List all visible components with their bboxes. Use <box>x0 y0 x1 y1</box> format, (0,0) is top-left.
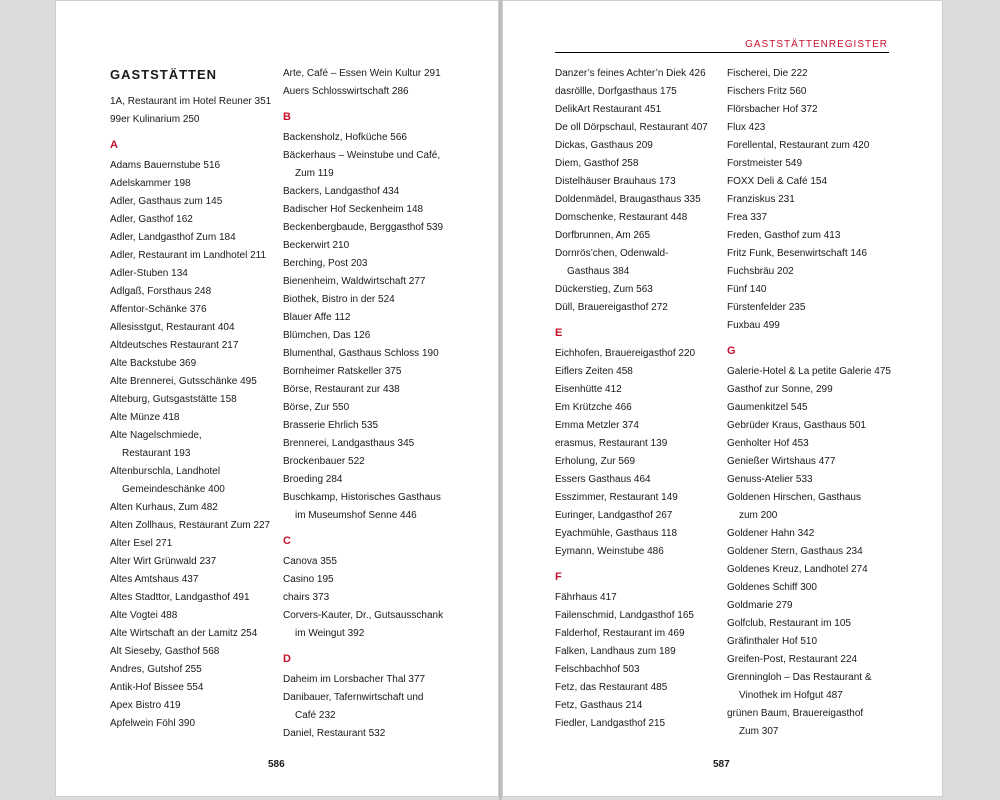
index-entry <box>110 175 271 193</box>
index-entry <box>555 299 708 317</box>
entry-text: Daniel, Restaurant 532 <box>283 728 386 739</box>
index-entry <box>727 597 891 615</box>
index-entry <box>555 65 708 83</box>
index-entry <box>727 651 891 669</box>
entry-text: Badischer Hof Seckenheim 148 <box>283 204 424 215</box>
index-entry <box>283 671 443 689</box>
entry-text: Berching, Post 203 <box>283 258 368 269</box>
entry-text: Goldener Stern, Gasthaus 234 <box>727 546 863 557</box>
index-entry <box>283 489 443 525</box>
entry-text: erasmus, Restaurant 139 <box>555 438 668 449</box>
entry-text: Goldenes Schiff 300 <box>727 582 817 593</box>
entry-text: Genießer Wirtshaus 477 <box>727 456 836 467</box>
entry-text: Alte Brennerei, Gutsschänke 495 <box>110 376 257 387</box>
index-entry <box>727 209 891 227</box>
index-entry <box>283 689 443 725</box>
entry-text: Eyachmühle, Gasthaus 118 <box>555 528 678 539</box>
entry-text: Genholter Hof 453 <box>727 438 809 449</box>
entry-text: Eichhofen, Brauereigasthof 220 <box>555 348 696 359</box>
index-entry <box>110 283 271 301</box>
index-entry <box>555 715 708 733</box>
index-entry <box>727 83 891 101</box>
entry-text: Dorfbrunnen, Am 265 <box>555 230 651 241</box>
index-entry <box>283 219 443 237</box>
entry-text: Daheim im Lorsbacher Thal 377 <box>283 674 426 685</box>
index-entry <box>110 607 271 625</box>
entry-text: Brasserie Ehrlich 535 <box>283 420 379 431</box>
index-entry <box>110 265 271 283</box>
entry-text: Arte, Café – Essen Wein Kultur 291 <box>283 68 441 79</box>
index-entry <box>727 119 891 137</box>
index-entry <box>283 417 443 435</box>
index-entry <box>555 227 708 245</box>
entry-text: Altes Stadttor, Landgasthof 491 <box>110 592 250 603</box>
index-entry <box>727 173 891 191</box>
entry-text: Failenschmid, Landgasthof 165 <box>555 610 694 621</box>
entry-text: Alte Münze 418 <box>110 412 180 423</box>
entry-text: Alte Wirtschaft an der Lamitz 254 <box>110 628 258 639</box>
left-col1-entries <box>110 93 271 733</box>
index-entry <box>727 471 891 489</box>
index-entry <box>555 173 708 191</box>
entry-text: Casino 195 <box>283 574 334 585</box>
index-entry <box>555 507 708 525</box>
entry-text: Brockenbauer 522 <box>283 456 365 467</box>
index-entry <box>110 229 271 247</box>
entry-continuation: im Museumshof Senne 446 <box>295 510 417 521</box>
index-entry <box>283 399 443 417</box>
entry-text: Erholung, Zur 569 <box>555 456 636 467</box>
entry-text: grünen Baum, Brauereigasthof <box>727 708 864 719</box>
index-entry <box>727 417 891 435</box>
page-number-right: 587 <box>713 759 730 770</box>
entry-text: Börse, Zur 550 <box>283 402 350 413</box>
entry-text: Eisenhütte 412 <box>555 384 622 395</box>
entry-text: Affentor-Schänke 376 <box>110 304 207 315</box>
entry-text: Frea 337 <box>727 212 768 223</box>
entry-text: Fuchsbräu 202 <box>727 266 794 277</box>
index-entry <box>727 155 891 173</box>
entry-text: Franziskus 231 <box>727 194 795 205</box>
index-entry <box>555 543 708 561</box>
entry-text: Alte Nagelschmiede, <box>110 430 202 441</box>
index-entry <box>110 679 271 697</box>
letter-heading-g: G <box>727 345 736 357</box>
entry-text: Gebrüder Kraus, Gasthaus 501 <box>727 420 866 431</box>
entry-text: Galerie-Hotel & La petite Galerie 475 <box>727 366 891 377</box>
index-entry <box>283 65 443 83</box>
index-entry <box>555 625 708 643</box>
entry-continuation: Zum 307 <box>739 726 779 737</box>
index-entry <box>555 643 708 661</box>
index-entry <box>283 363 443 381</box>
index-entry <box>555 281 708 299</box>
entry-text: Backensholz, Hofküche 566 <box>283 132 407 143</box>
index-entry <box>283 183 443 201</box>
index-entry <box>283 471 443 489</box>
entry-text: Biothek, Bistro in der 524 <box>283 294 395 305</box>
entry-text: Altdeutsches Restaurant 217 <box>110 340 239 351</box>
entry-text: Bienenheim, Waldwirtschaft 277 <box>283 276 426 287</box>
entry-text: Goldener Hahn 342 <box>727 528 815 539</box>
entry-text: Em Krützche 466 <box>555 402 632 413</box>
entry-text: Apfelwein Föhl 390 <box>110 718 196 729</box>
index-entry <box>555 697 708 715</box>
left-column-2 <box>283 65 443 743</box>
index-entry <box>283 237 443 255</box>
index-entry <box>727 525 891 543</box>
entry-text: Diem, Gasthof 258 <box>555 158 639 169</box>
index-entry <box>110 553 271 571</box>
index-entry <box>555 155 708 173</box>
index-entry <box>727 543 891 561</box>
index-entry <box>110 355 271 373</box>
entry-text: Beckerwirt 210 <box>283 240 350 251</box>
entry-text: Canova 355 <box>283 556 337 567</box>
entry-text: Bornheimer Ratskeller 375 <box>283 366 402 377</box>
entry-text: Distelhäuser Brauhaus 173 <box>555 176 676 187</box>
letter-heading-a: A <box>110 139 118 151</box>
entry-text: Forellental, Restaurant zum 420 <box>727 140 870 151</box>
entry-continuation: Café 232 <box>295 710 336 721</box>
left-col2-entries <box>283 65 443 743</box>
index-entry <box>283 553 443 571</box>
index-entry <box>283 291 443 309</box>
index-entry <box>727 245 891 263</box>
index-entry <box>283 129 443 147</box>
entry-text: Blümchen, Das 126 <box>283 330 371 341</box>
entry-text: Allesisstgut, Restaurant 404 <box>110 322 235 333</box>
index-entry <box>110 625 271 643</box>
index-entry <box>727 489 891 525</box>
index-entry <box>727 137 891 155</box>
entry-text: Blauer Affe 112 <box>283 312 351 323</box>
index-entry <box>283 345 443 363</box>
entry-text: Grenningloh – Das Restaurant & <box>727 672 872 683</box>
index-entry <box>727 561 891 579</box>
entry-text: Fischerei, Die 222 <box>727 68 808 79</box>
index-entry <box>555 191 708 209</box>
index-entry <box>110 409 271 427</box>
left-page <box>55 0 499 797</box>
page-number-left: 586 <box>268 759 285 770</box>
index-entry <box>110 715 271 733</box>
index-entry <box>110 571 271 589</box>
entry-text: Fuxbau 499 <box>727 320 780 331</box>
index-entry <box>727 317 891 335</box>
entry-text: Broeding 284 <box>283 474 343 485</box>
entry-text: Alte Vogtei 488 <box>110 610 178 621</box>
entry-text: Eiflers Zeiten 458 <box>555 366 633 377</box>
entry-text: Altenburschla, Landhotel <box>110 466 221 477</box>
index-entry <box>110 93 271 111</box>
index-entry <box>555 209 708 227</box>
index-entry <box>555 363 708 381</box>
entry-text: DelikArt Restaurant 451 <box>555 104 662 115</box>
entry-text: De oll Dörpschaul, Restaurant 407 <box>555 122 708 133</box>
entry-text: Altes Amtshaus 437 <box>110 574 199 585</box>
index-entry <box>727 101 891 119</box>
index-entry <box>110 661 271 679</box>
entry-text: Alten Kurhaus, Zum 482 <box>110 502 218 513</box>
entry-text: Falken, Landhaus zum 189 <box>555 646 676 657</box>
index-entry <box>727 281 891 299</box>
index-entry <box>727 363 891 381</box>
entry-text: Adams Bauernstube 516 <box>110 160 221 171</box>
index-entry <box>283 571 443 589</box>
entry-text: Adler, Gasthaus zum 145 <box>110 196 223 207</box>
entry-text: Gräfinthaler Hof 510 <box>727 636 818 647</box>
entry-text: Backers, Landgasthof 434 <box>283 186 400 197</box>
index-entry <box>110 427 271 463</box>
entry-text: dasröllle, Dorfgasthaus 175 <box>555 86 677 97</box>
entry-text: Falderhof, Restaurant im 469 <box>555 628 685 639</box>
entry-text: Essers Gasthaus 464 <box>555 474 651 485</box>
index-entry <box>555 607 708 625</box>
index-entry <box>555 345 708 363</box>
entry-text: Emma Metzler 374 <box>555 420 639 431</box>
index-entry <box>555 137 708 155</box>
index-entry <box>727 669 891 705</box>
index-entry <box>110 391 271 409</box>
entry-text: Alter Wirt Grünwald 237 <box>110 556 217 567</box>
entry-text: Corvers-Kauter, Dr., Gutsausschank <box>283 610 444 621</box>
index-entry <box>283 147 443 183</box>
index-entry <box>110 535 271 553</box>
entry-text: Adler-Stuben 134 <box>110 268 188 279</box>
index-entry <box>110 301 271 319</box>
entry-text: Auers Schlosswirtschaft 286 <box>283 86 409 97</box>
entry-text: Alten Zollhaus, Restaurant Zum 227 <box>110 520 271 531</box>
index-entry <box>110 697 271 715</box>
entry-text: Greifen-Post, Restaurant 224 <box>727 654 858 665</box>
index-entry <box>283 327 443 345</box>
running-head-rule <box>555 52 889 53</box>
index-entry <box>727 227 891 245</box>
letter-heading-b: B <box>283 111 291 123</box>
entry-text: Fritz Funk, Besenwirtschaft 146 <box>727 248 868 259</box>
entry-text: Gasthof zur Sonne, 299 <box>727 384 833 395</box>
entry-text: Adler, Restaurant im Landhotel 211 <box>110 250 267 261</box>
index-entry <box>110 337 271 355</box>
index-entry <box>555 83 708 101</box>
index-entry <box>110 463 271 499</box>
section-title: GASTSTÄTTEN <box>110 67 218 82</box>
entry-text: Adelskammer 198 <box>110 178 191 189</box>
index-entry <box>283 255 443 273</box>
entry-text: Flörsbacher Hof 372 <box>727 104 818 115</box>
entry-continuation: im Weingut 392 <box>295 628 365 639</box>
entry-text: Doldenmädel, Braugasthaus 335 <box>555 194 701 205</box>
entry-continuation: Zum 119 <box>295 168 334 179</box>
entry-text: Dornrös’chen, Odenwald- <box>555 248 669 259</box>
index-entry <box>555 245 708 281</box>
entry-text: Danibauer, Tafernwirtschaft und <box>283 692 424 703</box>
index-entry <box>110 589 271 607</box>
index-entry <box>555 119 708 137</box>
entry-text: 99er Kulinarium 250 <box>110 114 200 125</box>
entry-text: Danzer’s feines Achter’n Diek 426 <box>555 68 706 79</box>
index-entry <box>110 517 271 535</box>
entry-text: chairs 373 <box>283 592 330 603</box>
running-head: GASTSTÄTTENREGISTER <box>745 39 888 50</box>
letter-heading-f: F <box>555 571 562 583</box>
index-entry <box>727 705 891 741</box>
index-entry <box>110 319 271 337</box>
right-column-2 <box>727 65 891 741</box>
index-entry <box>727 633 891 651</box>
entry-text: Fiedler, Landgasthof 215 <box>555 718 666 729</box>
entry-continuation: Gasthaus 384 <box>567 266 630 277</box>
left-column-1 <box>110 67 271 733</box>
entry-text: FOXX Deli & Café 154 <box>727 176 828 187</box>
entry-text: Forstmeister 549 <box>727 158 803 169</box>
index-entry <box>110 193 271 211</box>
entry-text: Fünf 140 <box>727 284 767 295</box>
entry-text: Bäckerhaus – Weinstube und Café, <box>283 150 441 161</box>
index-entry <box>555 101 708 119</box>
entry-text: Düll, Brauereigasthof 272 <box>555 302 668 313</box>
entry-continuation: zum 200 <box>739 510 778 521</box>
index-entry <box>283 725 443 743</box>
right-page <box>502 0 943 797</box>
entry-text: Golfclub, Restaurant im 105 <box>727 618 851 629</box>
entry-text: Alteburg, Gutsgaststätte 158 <box>110 394 237 405</box>
index-entry <box>727 381 891 399</box>
right-col1-entries <box>555 65 708 733</box>
index-entry <box>555 589 708 607</box>
index-entry <box>555 525 708 543</box>
entry-text: Apex Bistro 419 <box>110 700 181 711</box>
entry-text: Dickas, Gasthaus 209 <box>555 140 653 151</box>
index-entry <box>727 579 891 597</box>
entry-text: Adler, Landgasthof Zum 184 <box>110 232 236 243</box>
index-entry <box>555 453 708 471</box>
entry-text: Goldenes Kreuz, Landhotel 274 <box>727 564 868 575</box>
index-entry <box>283 381 443 399</box>
index-entry <box>283 435 443 453</box>
entry-text: Euringer, Landgasthof 267 <box>555 510 673 521</box>
entry-text: Flux 423 <box>727 122 766 133</box>
entry-text: Andres, Gutshof 255 <box>110 664 202 675</box>
entry-text: Fürstenfelder 235 <box>727 302 806 313</box>
entry-text: Adlgaß, Forsthaus 248 <box>110 286 212 297</box>
entry-continuation: Vinothek im Hofgut 487 <box>739 690 843 701</box>
index-entry <box>283 309 443 327</box>
index-entry <box>283 453 443 471</box>
entry-continuation: Restaurant 193 <box>122 448 191 459</box>
entry-text: Genuss-Atelier 533 <box>727 474 813 485</box>
index-entry <box>110 499 271 517</box>
index-entry <box>555 489 708 507</box>
entry-continuation: Gemeindeschänke 400 <box>122 484 225 495</box>
entry-text: Buschkamp, Historisches Gasthaus <box>283 492 441 503</box>
index-entry <box>727 615 891 633</box>
index-entry <box>555 435 708 453</box>
entry-text: Börse, Restaurant zur 438 <box>283 384 400 395</box>
entry-text: Blumenthal, Gasthaus Schloss 190 <box>283 348 439 359</box>
index-entry <box>555 417 708 435</box>
letter-heading-e: E <box>555 327 563 339</box>
index-entry <box>283 201 443 219</box>
index-entry <box>727 65 891 83</box>
index-entry <box>283 273 443 291</box>
entry-text: Goldenen Hirschen, Gasthaus <box>727 492 861 503</box>
entry-text: Domschenke, Restaurant 448 <box>555 212 688 223</box>
right-column-1 <box>555 65 708 733</box>
entry-text: Alter Esel 271 <box>110 538 173 549</box>
index-entry <box>555 471 708 489</box>
entry-text: Felschbachhof 503 <box>555 664 640 675</box>
index-entry <box>555 381 708 399</box>
index-entry <box>555 661 708 679</box>
entry-text: Esszimmer, Restaurant 149 <box>555 492 678 503</box>
index-entry <box>555 399 708 417</box>
entry-text: Alte Backstube 369 <box>110 358 197 369</box>
index-entry <box>727 399 891 417</box>
entry-text: Fetz, das Restaurant 485 <box>555 682 668 693</box>
index-entry <box>283 83 443 101</box>
index-entry <box>110 157 271 175</box>
entry-text: 1A, Restaurant im Hotel Reuner 351 <box>110 96 272 107</box>
index-entry <box>727 191 891 209</box>
index-entry <box>110 211 271 229</box>
index-entry <box>110 111 271 129</box>
entry-text: Alt Sieseby, Gasthof 568 <box>110 646 220 657</box>
index-entry <box>727 263 891 281</box>
index-entry <box>110 643 271 661</box>
index-entry <box>727 453 891 471</box>
entry-text: Adler, Gasthof 162 <box>110 214 193 225</box>
index-entry <box>555 679 708 697</box>
index-entry <box>727 299 891 317</box>
entry-text: Brennerei, Landgasthaus 345 <box>283 438 415 449</box>
index-entry <box>283 607 443 643</box>
entry-text: Goldmarie 279 <box>727 600 793 611</box>
index-entry <box>727 435 891 453</box>
index-entry <box>283 589 443 607</box>
entry-text: Dückerstieg, Zum 563 <box>555 284 653 295</box>
entry-text: Fährhaus 417 <box>555 592 617 603</box>
index-entry <box>110 247 271 265</box>
index-entry <box>110 373 271 391</box>
entry-text: Eymann, Weinstube 486 <box>555 546 664 557</box>
letter-heading-c: C <box>283 535 291 547</box>
entry-text: Freden, Gasthof zum 413 <box>727 230 841 241</box>
entry-text: Antik-Hof Bissee 554 <box>110 682 204 693</box>
right-col2-entries <box>727 65 891 741</box>
entry-text: Fischers Fritz 560 <box>727 86 807 97</box>
entry-text: Fetz, Gasthaus 214 <box>555 700 643 711</box>
entry-text: Gaumenkitzel 545 <box>727 402 808 413</box>
entry-text: Beckenbergbaude, Berggasthof 539 <box>283 222 444 233</box>
letter-heading-d: D <box>283 653 291 665</box>
